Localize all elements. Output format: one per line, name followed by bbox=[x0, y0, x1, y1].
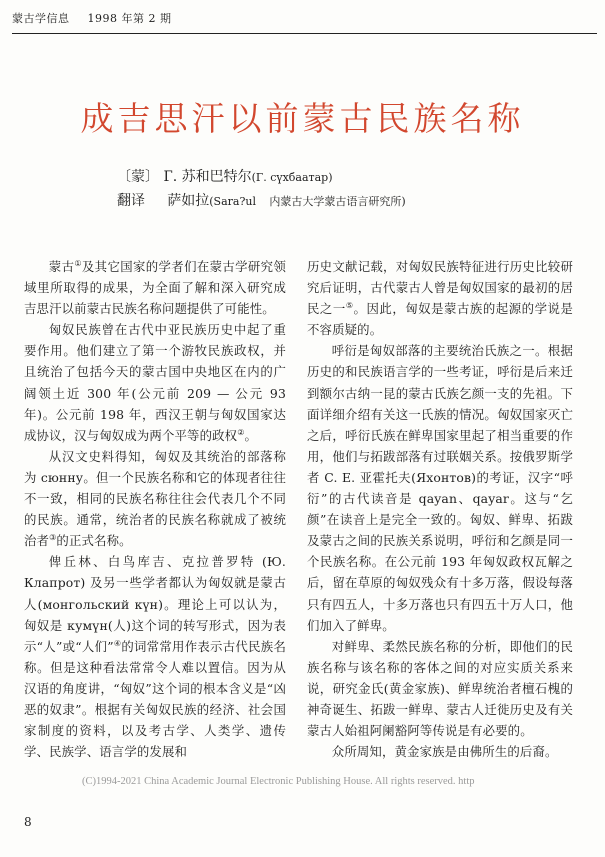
copyright-watermark: (C)1994-2021 China Academic Journal Electronic Publishing House. All rights reserved. http bbox=[82, 776, 475, 787]
header-rule bbox=[12, 33, 597, 34]
author-byline bbox=[117, 165, 333, 190]
translator-name: 萨如拉 bbox=[167, 193, 210, 209]
translator-affiliation: 内蒙古大学蒙古语言研究所) bbox=[269, 195, 406, 208]
paragraph: 蒙古①及其它国家的学者们在蒙古学研究领域里所取得的成果，为全面了解和深入研究成吉思汗以前蒙古民族名称问题提供了可能性。 bbox=[24, 258, 286, 317]
author-country: 〔蒙〕 bbox=[117, 169, 159, 185]
article-title: 成吉思汗以前蒙古民族名称 bbox=[80, 99, 525, 138]
body-column-right bbox=[307, 256, 573, 762]
author-name: Г. 苏和巴特尔 bbox=[163, 169, 252, 185]
translator-native-name: (Sara?ul bbox=[209, 195, 256, 208]
footnote-marker: ③ bbox=[49, 533, 57, 543]
paragraph: 呼衍是匈奴部落的主要统治氏族之一。根据历史的和民族语言学的一些考证，呼衍是后来迁到额尔古纳一昆的蒙古氏族乞颜一支的先祖。下面详细介绍有关这一氏族的情况。匈奴国家灭亡之后，呼衍氏族在鲜卑国家里起了相当重要的作用，他们与拓跋部落有过联姻关系。按俄罗斯学者 C. E. 亚霍托夫(Яхонтов)的考证，汉字“呼衍”的古代读音是 qayan、qayar。这与“乞颜”在读音上是完全一致的。匈奴、鲜卑、拓跋及蒙古之间的民族关系说明，呼衍和乞颜是同一个民族名称。在公元前 193 年匈奴政权瓦解之后，留在草原的匈奴残众有十多万落，假设每落只有四五人，十多万落也只有四五十万人口，他们加入了鲜卑。 bbox=[307, 343, 573, 633]
running-header bbox=[12, 10, 597, 34]
footnote-marker: ⑤ bbox=[345, 301, 354, 311]
body-column-left bbox=[24, 256, 286, 762]
paragraph: 历史文献记载，对匈奴民族特征进行历史比较研究后证明，古代蒙古人曾是匈奴国家的最初的居民之一⑤。因此，匈奴是蒙古族的起源的学说是不容质疑的。 bbox=[307, 259, 573, 338]
translator-byline bbox=[117, 189, 406, 214]
paragraph: 俾丘林、白鸟库吉、克拉普罗特 (Ю. Клапрот) 及另一些学者都认为匈奴就是蒙古人(монгольский күн)。理论上可以认为，匈奴是 кумүн(人)这个词的转写形式，因为表示“人”或“人们”④的词常常用作表示古代民族名称。但是这种看法常常令人难以置信。因为从汉语的角度讲，“匈奴”这个词的根本含义是“凶恶的奴隶”。根据有关匈奴民族的经济、社会国家制度的资料，以及考古学、人类学、遗传学、民族学、语言学的发展和 bbox=[24, 554, 286, 760]
issue-label: 1998 年第 2 期 bbox=[87, 12, 172, 25]
author-native-name: (Г. сүхбаатар) bbox=[251, 171, 333, 184]
paragraph: 对鲜卑、柔然民族名称的分析，即他们的民族名称与该名称的客体之间的对应实质关系来说，研究金氏(黄金家族)、鲜卑统治者檀石槐的神奇诞生、拓跋一鲜卑、蒙古人迁徙历史及有关蒙古人始祖阿阑豁阿等传说是有必要的。 bbox=[307, 638, 573, 739]
footnote-marker: ② bbox=[237, 427, 245, 437]
paragraph: 从汉文史料得知，匈奴及其统治的部落称为 сюнну。但一个民族名称和它的体现者往往不一致，相同的民族名称往往会代表几个不同的民族。通常，统治者的民族名称就成了被统治者③的正式名称。 bbox=[24, 448, 286, 549]
journal-name: 蒙古学信息 bbox=[12, 12, 70, 25]
paragraph: 众所周知，黄金家族是由佛所生的后裔。 bbox=[331, 744, 558, 760]
paragraph: 匈奴民族曾在古代中亚民族历史中起了重要作用。他们建立了第一个游牧民族政权，并且统治了包括今天的蒙古国中央地区在内的广阔领土近 300 年(公元前 209 — 公元 93 年)。公元前 198 年，西汉王朝与匈奴国家达成协议，汉与匈奴成为两个平等的政权②。 bbox=[24, 322, 286, 443]
footnote-marker: ① bbox=[74, 258, 82, 268]
footnote-marker: ④ bbox=[113, 638, 122, 648]
translator-label: 翻译 bbox=[117, 193, 145, 209]
page-number: 8 bbox=[24, 815, 32, 829]
